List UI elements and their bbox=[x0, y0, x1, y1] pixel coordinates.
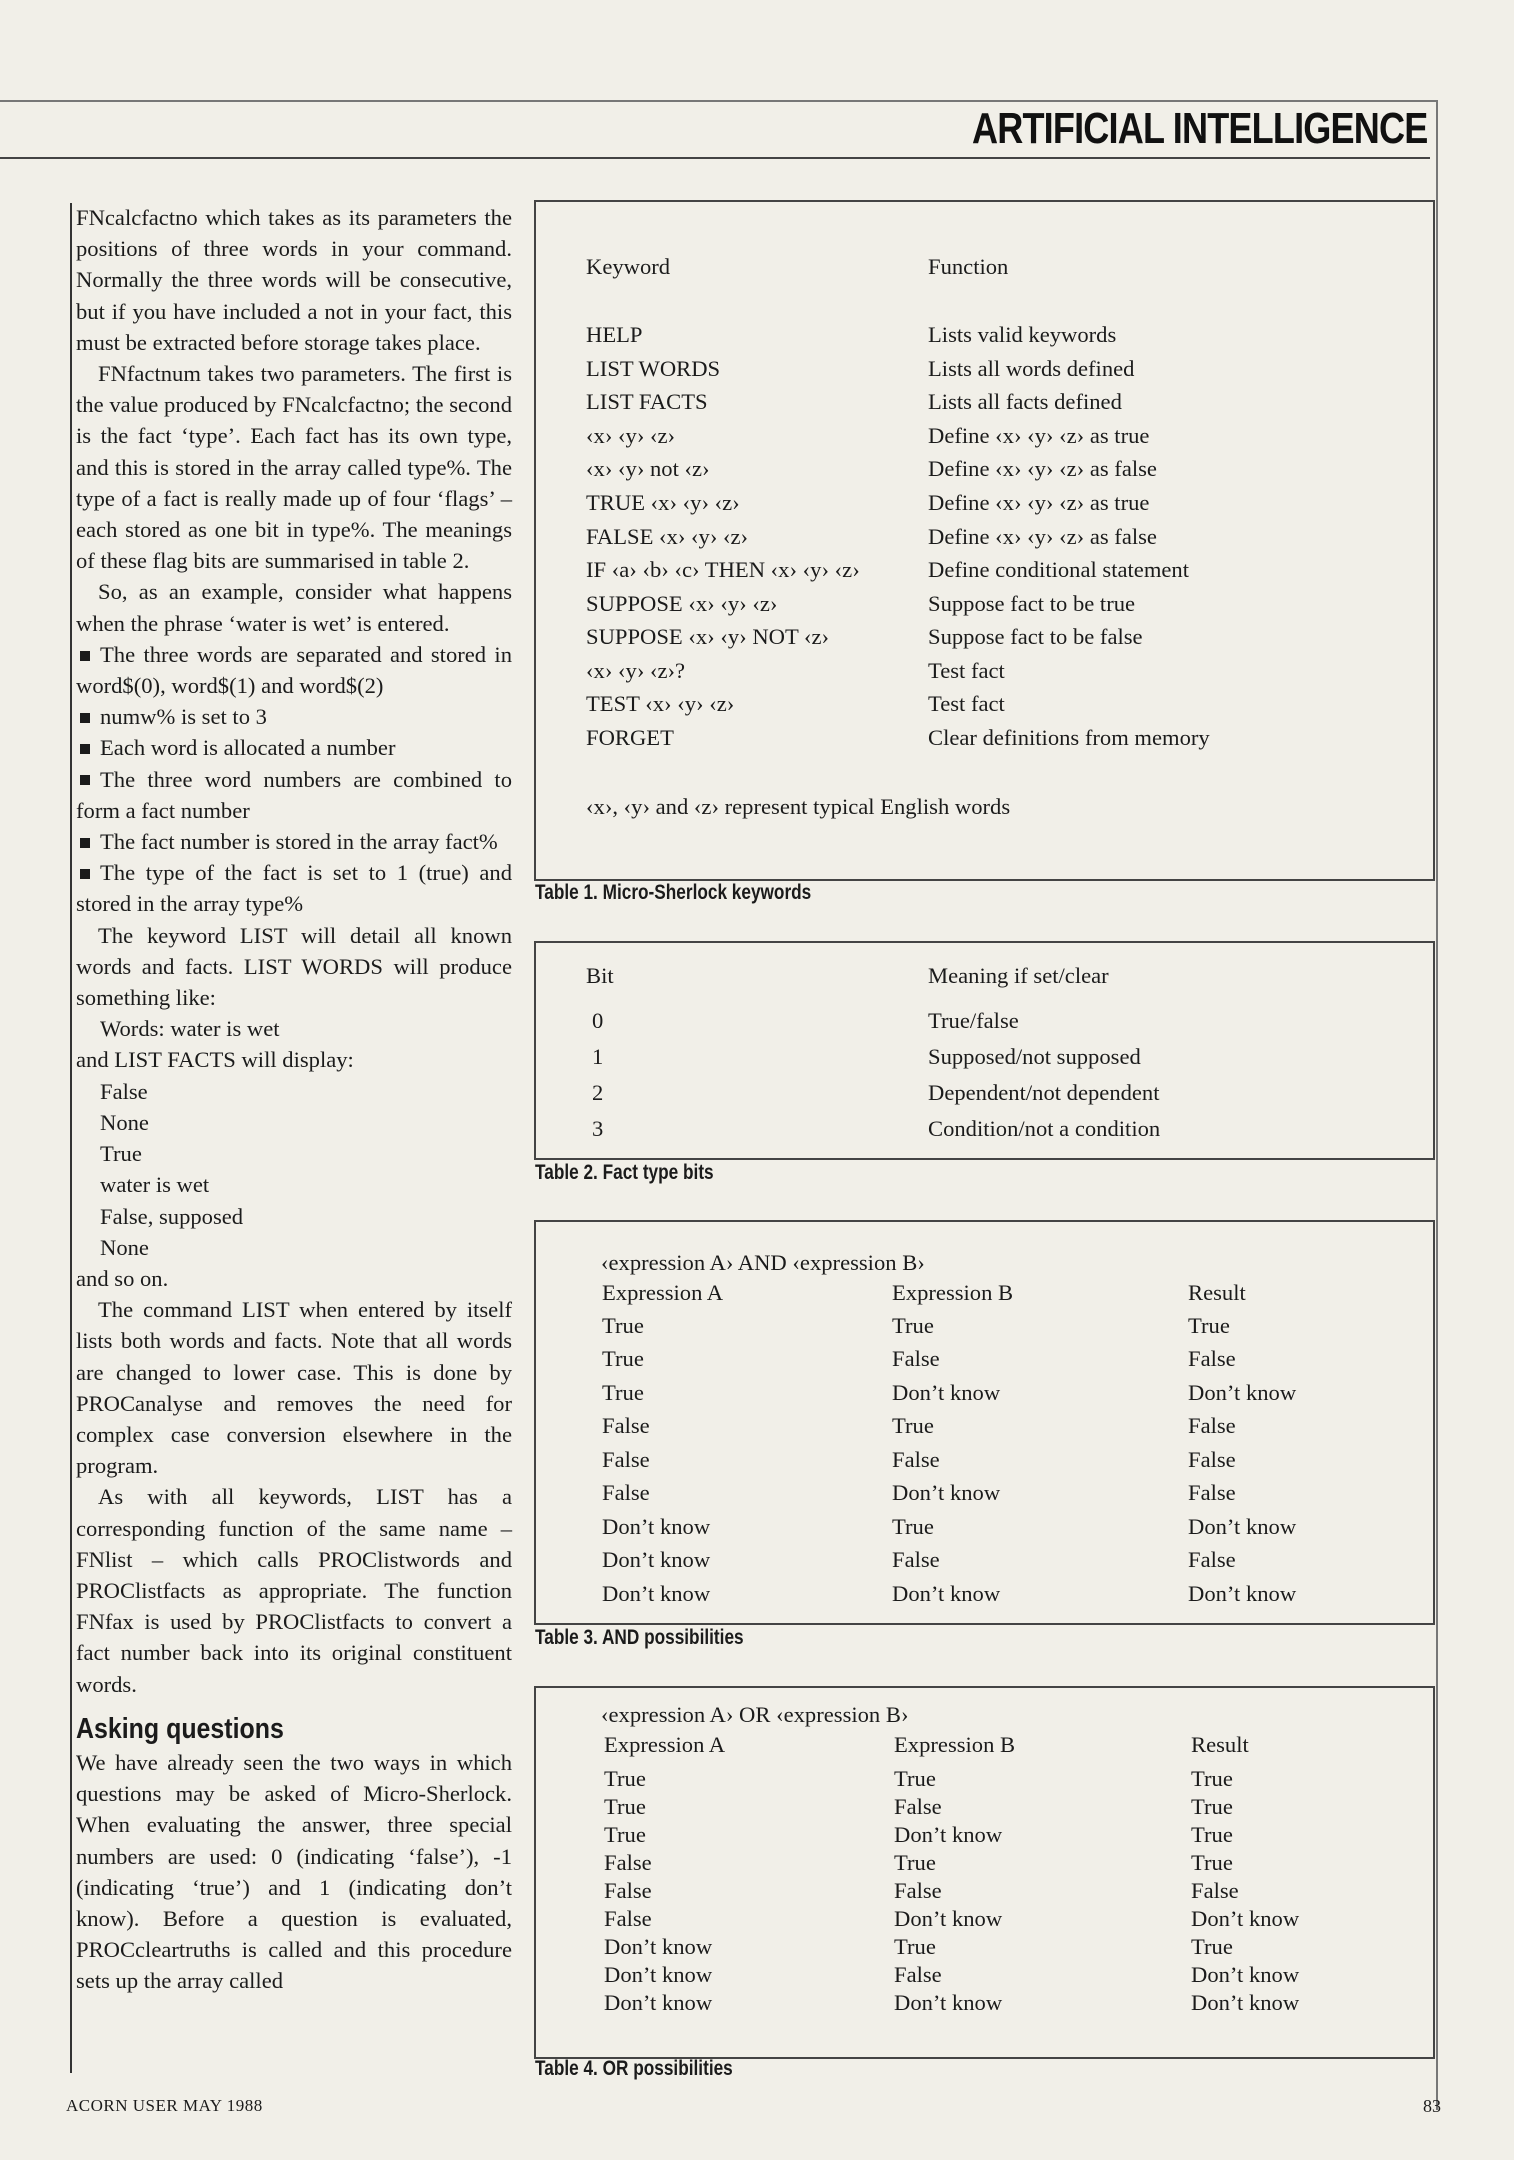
table1-keyword: SUPPOSE ‹x› ‹y› ‹z› bbox=[586, 591, 778, 616]
paragraph: So, as an example, consider what happens when the phrase ‘water is wet’ is entered. bbox=[76, 579, 512, 636]
table3-header: Expression B bbox=[892, 1280, 1014, 1305]
table4-cell: True bbox=[894, 1850, 936, 1875]
table4-cell: False bbox=[1191, 1878, 1239, 1903]
table1-keyword: HELP bbox=[586, 322, 643, 347]
section-rule bbox=[0, 157, 1430, 159]
table4-cell: True bbox=[604, 1822, 646, 1847]
bullet-item: The type of the fact is set to 1 (true) and stored in the array type% bbox=[76, 860, 512, 917]
table1-keyword: ‹x› ‹y› ‹z›? bbox=[586, 658, 686, 683]
table1-function: Define ‹x› ‹y› ‹z› as true bbox=[928, 423, 1150, 448]
table4-cell: False bbox=[894, 1878, 942, 1903]
table3-cell: False bbox=[1188, 1346, 1236, 1371]
table4-cell: Don’t know bbox=[894, 1990, 1003, 2015]
section-heading: ARTIFICIAL INTELLIGENCE bbox=[972, 104, 1428, 153]
table3-cell: False bbox=[1188, 1547, 1236, 1572]
paragraph: and so on. bbox=[76, 1265, 169, 1291]
table1-function: Test fact bbox=[928, 658, 1005, 683]
table2-bit: 1 bbox=[592, 1044, 604, 1069]
example-output-line: water is wet bbox=[100, 1172, 210, 1198]
table3-cell: True bbox=[602, 1380, 644, 1405]
table3-cell: True bbox=[892, 1313, 934, 1338]
paragraph: The command LIST when entered by itself lists both words and facts. Note that all words are changed to lower case. This is done by PROCanalyse and removes the need for complex case conversion elsewhere in the program. bbox=[76, 1297, 512, 1479]
table3-title: ‹expression A› AND ‹expression B› bbox=[601, 1250, 925, 1275]
article-body bbox=[76, 202, 512, 1997]
table3-cell: False bbox=[602, 1413, 650, 1438]
table1-function: Define conditional statement bbox=[928, 557, 1189, 582]
table3-cell: True bbox=[1188, 1313, 1230, 1338]
table1-keyword: ‹x› ‹y› not ‹z› bbox=[586, 456, 710, 481]
top-rule bbox=[0, 100, 1436, 102]
table1-header-function: Function bbox=[928, 254, 1009, 279]
table1-caption: Table 1. Micro-Sherlock keywords bbox=[535, 881, 812, 904]
table1-function: Define ‹x› ‹y› ‹z› as false bbox=[928, 456, 1157, 481]
table1-function: Test fact bbox=[928, 691, 1005, 716]
table1-function: Lists valid keywords bbox=[928, 322, 1117, 347]
example-output-line: False, supposed bbox=[100, 1203, 244, 1229]
table4-cell: True bbox=[894, 1766, 936, 1791]
paragraph: FNfactnum takes two parameters. The first is the value produced by FNcalcfactno; the second is the fact ‘type’. Each fact has its own type, and this is stored in the array called type%. The type of a fact is really made up of four ‘flags’ – each stored as one bit in type%. The meanings of these flag bits are summarised in table 2. bbox=[76, 361, 512, 574]
table1-box bbox=[534, 200, 1435, 881]
table1-keyword: TEST ‹x› ‹y› ‹z› bbox=[586, 691, 735, 716]
table4-cell: True bbox=[1191, 1934, 1233, 1959]
paragraph: FNcalcfactno which takes as its parameters the positions of three words in your command. Normally the three words will be consecutive, but if you have included a not in your fact, this must be extracted before storage takes place. bbox=[76, 205, 512, 355]
table3-cell: True bbox=[602, 1313, 644, 1338]
table4-cell: Don’t know bbox=[1191, 1990, 1300, 2015]
table1-keyword: TRUE ‹x› ‹y› ‹z› bbox=[586, 490, 740, 515]
table1-keyword: LIST WORDS bbox=[586, 356, 721, 381]
table1-note: ‹x›, ‹y› and ‹z› represent typical English words bbox=[586, 794, 1011, 819]
table3-cell: Don’t know bbox=[602, 1581, 711, 1606]
table1-header-keyword: Keyword bbox=[586, 254, 671, 279]
table3-cell: Don’t know bbox=[1188, 1380, 1297, 1405]
table4-cell: Don’t know bbox=[604, 1962, 713, 1987]
table3-caption: Table 3. AND possibilities bbox=[535, 1626, 744, 1649]
table3-box bbox=[534, 1220, 1435, 1625]
footer-publication: ACORN USER MAY 1988 bbox=[66, 2096, 263, 2115]
table4-cell: False bbox=[894, 1962, 942, 1987]
page-number: 83 bbox=[1423, 2096, 1441, 2116]
table4-cell: True bbox=[1191, 1850, 1233, 1875]
example-output-line: True bbox=[100, 1141, 142, 1167]
paragraph: and LIST FACTS will display: bbox=[76, 1047, 354, 1073]
example-output-line: False bbox=[100, 1078, 148, 1104]
table4-title: ‹expression A› OR ‹expression B› bbox=[601, 1702, 909, 1727]
table2-meaning: Dependent/not dependent bbox=[928, 1080, 1160, 1105]
bullet-square-icon bbox=[80, 651, 90, 661]
bullet-item: Each word is allocated a number bbox=[76, 732, 512, 763]
table2-header-bit: Bit bbox=[586, 963, 614, 988]
table3-cell: Don’t know bbox=[1188, 1514, 1297, 1539]
table3-cell: Don’t know bbox=[892, 1480, 1001, 1505]
table3-cell: Don’t know bbox=[602, 1547, 711, 1572]
bullet-item: The three words are separated and stored in word$(0), word$(1) and word$(2) bbox=[76, 641, 512, 699]
table1-function: Suppose fact to be false bbox=[928, 624, 1143, 649]
table1-function: Suppose fact to be true bbox=[928, 591, 1136, 616]
table2-bit: 3 bbox=[592, 1116, 604, 1141]
table2-meaning: Condition/not a condition bbox=[928, 1116, 1161, 1141]
table3-cell: False bbox=[602, 1447, 650, 1472]
table4-cell: True bbox=[894, 1934, 936, 1959]
table3-cell: False bbox=[1188, 1480, 1236, 1505]
table1-function: Lists all words defined bbox=[928, 356, 1135, 381]
table4-cell: Don’t know bbox=[894, 1822, 1003, 1847]
paragraph: As with all keywords, LIST has a corresponding function of the same name – FNlist – which calls PROClistwords and PROClistfacts as appropriate. The function FNfax is used by PROClistfacts to convert a fact number back into its original constituent words. bbox=[76, 1484, 512, 1697]
table4-header: Result bbox=[1191, 1732, 1249, 1757]
table3-cell: False bbox=[602, 1480, 650, 1505]
example-output-line: None bbox=[100, 1109, 149, 1135]
table4-cell: False bbox=[894, 1794, 942, 1819]
table1-keyword: FORGET bbox=[586, 725, 674, 750]
table4-cell: Don’t know bbox=[1191, 1906, 1300, 1931]
table1-keyword: LIST FACTS bbox=[586, 389, 708, 414]
table1-function: Clear definitions from memory bbox=[928, 725, 1210, 750]
table1-keyword: FALSE ‹x› ‹y› ‹z› bbox=[586, 524, 749, 549]
bullet-item: The three word numbers are combined to form a fact number bbox=[76, 766, 512, 823]
table3-cell: False bbox=[892, 1346, 940, 1371]
subheading: Asking questions bbox=[76, 1712, 284, 1745]
table1-keyword: ‹x› ‹y› ‹z› bbox=[586, 423, 676, 448]
bullet-square-icon bbox=[80, 869, 90, 879]
table1-function: Define ‹x› ‹y› ‹z› as true bbox=[928, 490, 1150, 515]
table1-keyword: SUPPOSE ‹x› ‹y› NOT ‹z› bbox=[586, 624, 830, 649]
table4-cell: Don’t know bbox=[894, 1906, 1003, 1931]
table2-header-meaning: Meaning if set/clear bbox=[928, 963, 1109, 988]
paragraph: We have already seen the two ways in which questions may be asked of Micro-Sherlock. When evaluating the answer, three special numbers are used: 0 (indicating ‘false’), -1 (indicating ‘true’) and 1 (indicating don’t know). Before a question is evaluated, PROCcleartruths is called and this procedure sets up the array called bbox=[76, 1749, 512, 1994]
table2-meaning: Supposed/not supposed bbox=[928, 1044, 1141, 1069]
example-output: Words: water is wet bbox=[100, 1016, 280, 1042]
table4-cell: Don’t know bbox=[1191, 1962, 1300, 1987]
table2-bit: 2 bbox=[592, 1080, 604, 1105]
table2-caption: Table 2. Fact type bits bbox=[535, 1161, 714, 1184]
table4-cell: True bbox=[604, 1766, 646, 1791]
table4-cell: Don’t know bbox=[604, 1990, 713, 2015]
table3-cell: False bbox=[1188, 1447, 1236, 1472]
table3-cell: Don’t know bbox=[892, 1581, 1001, 1606]
table3-cell: True bbox=[892, 1514, 934, 1539]
table4-cell: Don’t know bbox=[604, 1934, 713, 1959]
table3-cell: False bbox=[892, 1547, 940, 1572]
table1-function: Define ‹x› ‹y› ‹z› as false bbox=[928, 524, 1157, 549]
bullet-square-icon bbox=[80, 744, 90, 754]
table3-cell: Don’t know bbox=[602, 1514, 711, 1539]
bullet-square-icon bbox=[80, 713, 90, 723]
table3-cell: Don’t know bbox=[1188, 1581, 1297, 1606]
table4-cell: False bbox=[604, 1850, 652, 1875]
table2-box bbox=[534, 941, 1435, 1160]
table4-cell: True bbox=[604, 1794, 646, 1819]
table4-cell: True bbox=[1191, 1766, 1233, 1791]
paragraph: The keyword LIST will detail all known words and facts. LIST WORDS will produce something like: bbox=[76, 922, 512, 1011]
table3-header: Expression A bbox=[602, 1280, 724, 1305]
table2-meaning: True/false bbox=[928, 1008, 1019, 1033]
table3-cell: False bbox=[1188, 1413, 1236, 1438]
bullet-square-icon bbox=[80, 775, 90, 785]
bullet-square-icon bbox=[80, 838, 90, 848]
bullet-item: The fact number is stored in the array fact% bbox=[76, 826, 512, 857]
table1-keyword: IF ‹a› ‹b› ‹c› THEN ‹x› ‹y› ‹z› bbox=[586, 557, 860, 582]
column-rule bbox=[70, 203, 72, 2073]
table4-cell: True bbox=[1191, 1822, 1233, 1847]
table4-cell: False bbox=[604, 1906, 652, 1931]
table3-header: Result bbox=[1188, 1280, 1246, 1305]
table4-header: Expression A bbox=[604, 1732, 726, 1757]
table3-cell: True bbox=[602, 1346, 644, 1371]
bullet-item: numw% is set to 3 bbox=[76, 701, 512, 732]
table4-caption: Table 4. OR possibilities bbox=[535, 2057, 733, 2080]
table4-cell: False bbox=[604, 1878, 652, 1903]
table2-bit: 0 bbox=[592, 1008, 604, 1033]
table3-cell: Don’t know bbox=[892, 1380, 1001, 1405]
table4-cell: True bbox=[1191, 1794, 1233, 1819]
table1-function: Lists all facts defined bbox=[928, 389, 1122, 414]
table3-cell: True bbox=[892, 1413, 934, 1438]
right-margin-rule bbox=[1436, 100, 1438, 2110]
table3-cell: False bbox=[892, 1447, 940, 1472]
table4-box bbox=[534, 1686, 1435, 2059]
table4-header: Expression B bbox=[894, 1732, 1016, 1757]
example-output-line: None bbox=[100, 1234, 149, 1260]
